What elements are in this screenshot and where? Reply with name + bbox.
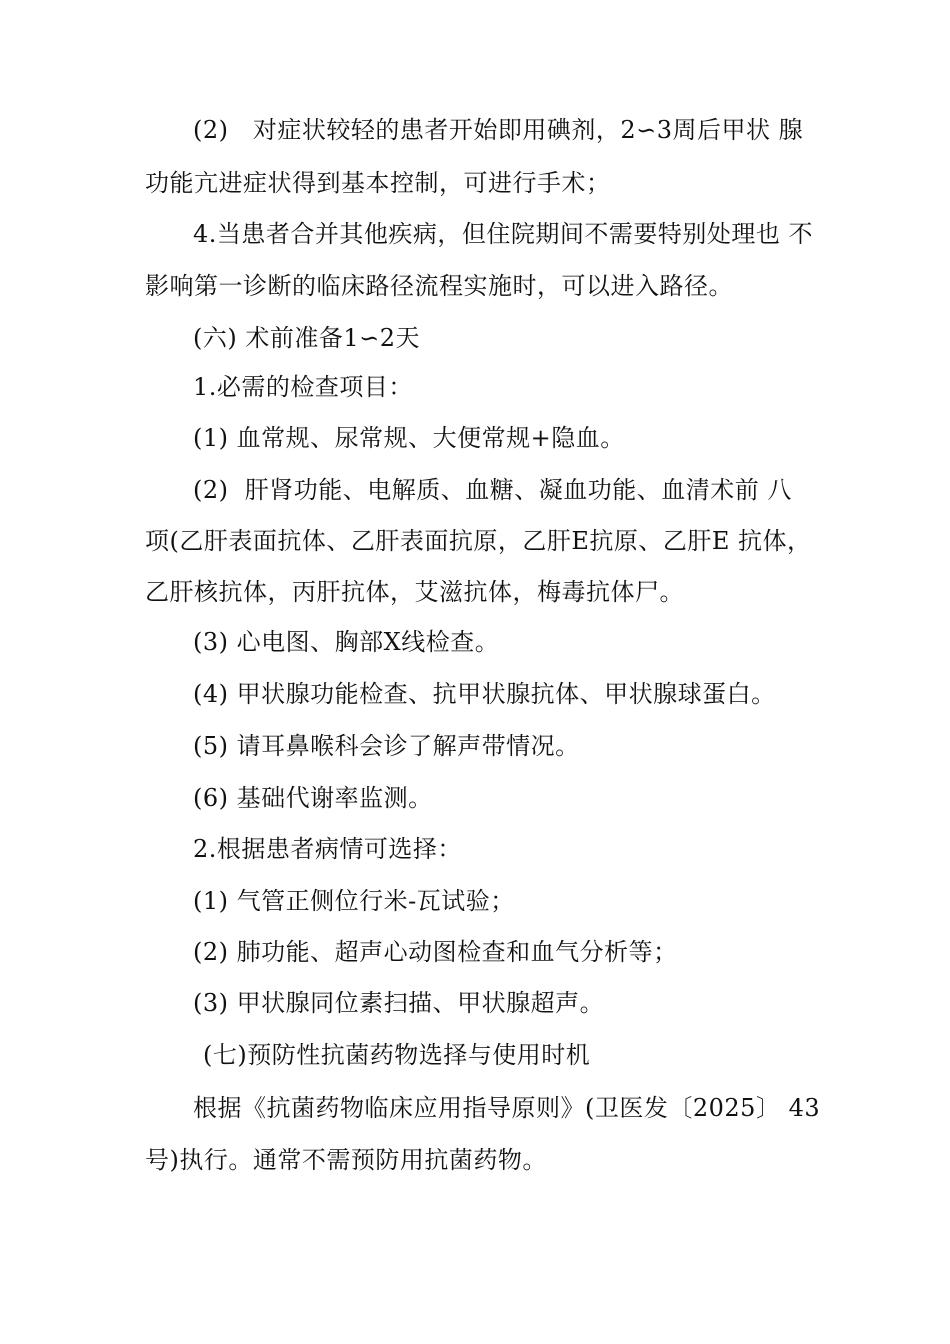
text-line: 根据《抗菌药物临床应用指导原则》(卫医发〔2025〕 43 [193,1094,821,1122]
text-line: (6) 基础代谢率监测。 [193,784,433,812]
text-line: 乙肝核抗体，丙肝抗体，艾滋抗体，梅毒抗体尸。 [145,578,684,606]
text-line: (1) 气管正侧位行米-瓦试验； [193,887,515,915]
text-line: 号)执行。通常不需预防用抗菌药物。 [145,1146,547,1174]
text-line: (3) 甲状腺同位素扫描、甲状腺超声。 [193,989,605,1017]
text-line: 4.当患者合并其他疾病，但住院期间不需要特别处理也 不 [193,220,814,248]
text-line: (2) 肺功能、超声心动图检查和血气分析等； [193,938,678,966]
text-line: (5) 请耳鼻喉科会诊了解声带情况。 [193,732,580,760]
text-line: (2) 肝肾功能、电解质、血糖、凝血功能、血清术前 八 [193,476,792,504]
text-line: (4) 甲状腺功能检查、抗甲状腺抗体、甲状腺球蛋白。 [193,680,776,708]
text-line: 2.根据患者病情可选择： [193,835,462,863]
section-heading: (六) 术前准备1∽2天 [193,324,421,352]
text-line: 项(乙肝表面抗体、乙肝表面抗原，乙肝E抗原、乙肝E 抗体， [145,527,812,555]
text-line: (2) 对症状较轻的患者开始即用碘剂，2∽3周后甲状 腺 [193,116,804,144]
text-line: 影响第一诊断的临床路径流程实施时，可以进入路径。 [145,272,733,300]
text-line: (1) 血常规、尿常规、大便常规+隐血。 [193,424,625,452]
section-heading: (七)预防性抗菌药物选择与使用时机 [203,1041,591,1069]
text-line: 1.必需的检查项目： [193,373,413,401]
text-line: 功能亢进症状得到基本控制，可进行手术； [145,169,611,197]
text-line: (3) 心电图、胸部X线检查。 [193,628,500,656]
